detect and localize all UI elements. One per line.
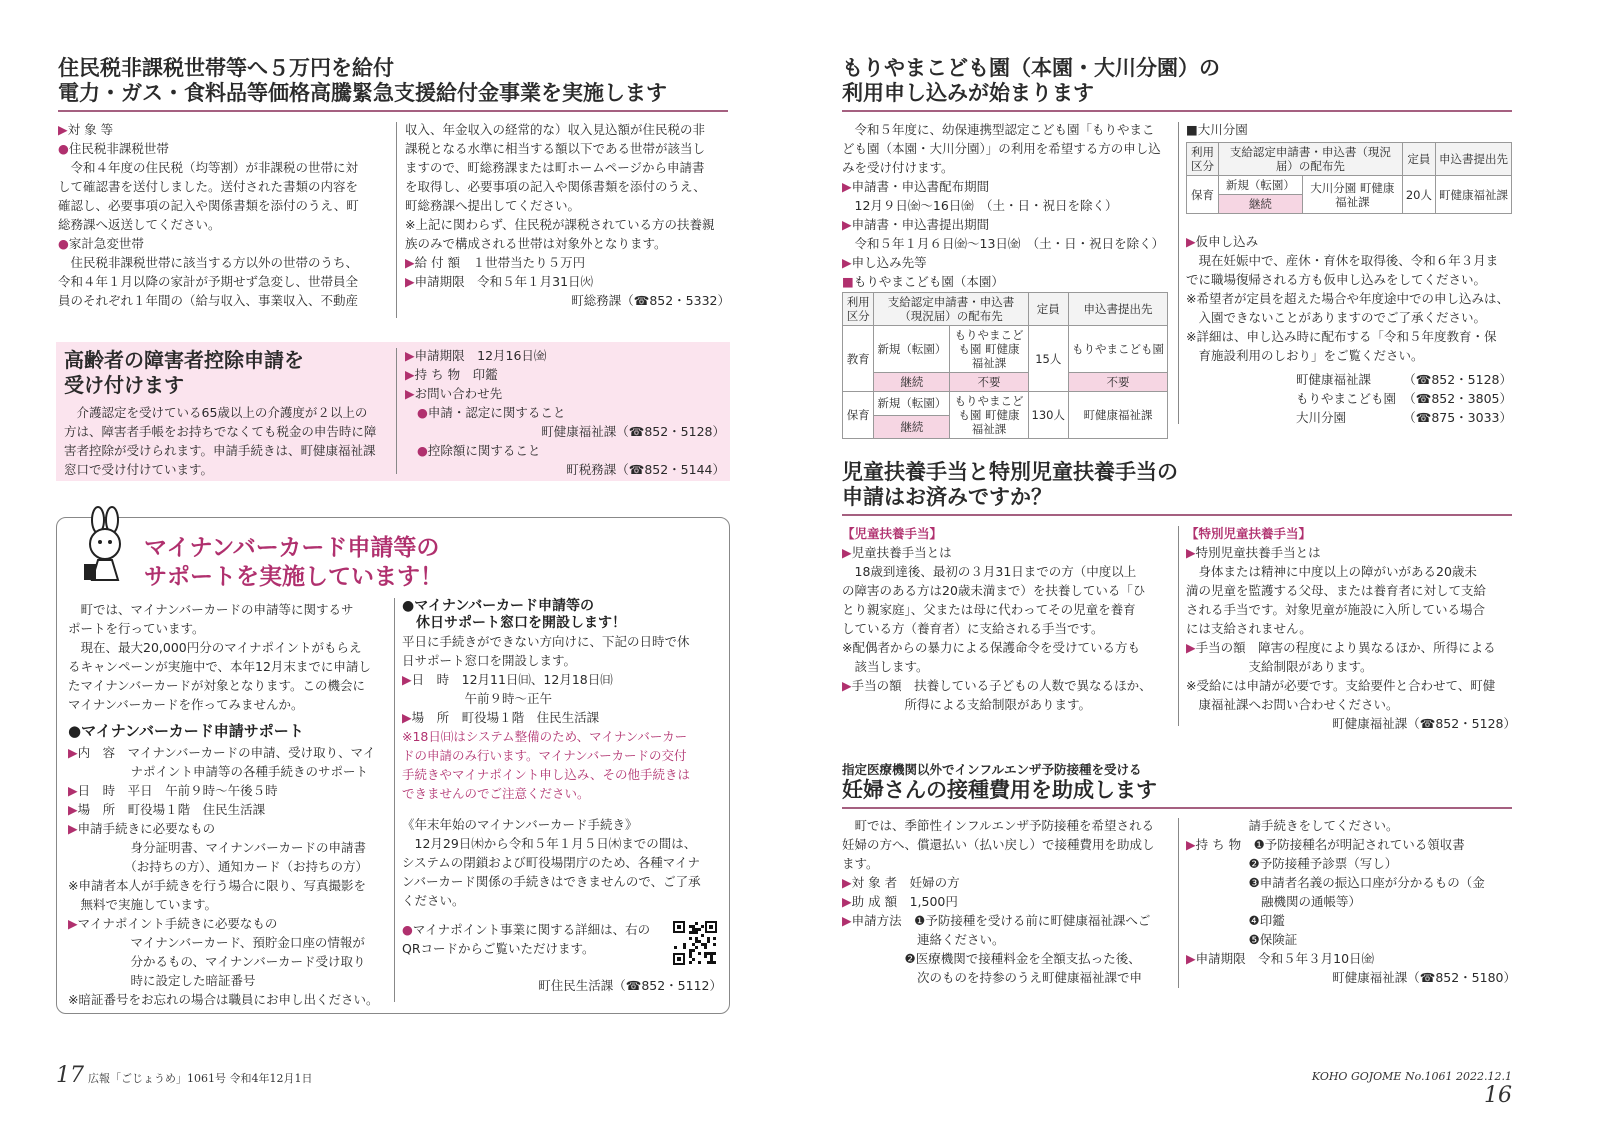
qr-code-icon (672, 920, 718, 966)
text-line: ますので、町総務課または町ホームページから申請書 (405, 160, 705, 175)
footer-right (1310, 1066, 1512, 1107)
column-divider (396, 348, 397, 474)
text-line: 確認し、必要事項の記入や関係書類を添付のうえ、町 (58, 198, 359, 213)
text-line: 住民税非課税世帯に該当する方以外の世帯のうち、 (58, 255, 359, 270)
text-line: QRコードからご覧いただけます。 (402, 941, 595, 956)
column-divider (1178, 818, 1179, 988)
text-line: ❹印鑑 (1186, 913, 1285, 928)
text-line: 支給制限があります。 (1186, 659, 1373, 674)
text-line: ▶手当の額 扶養している子どもの人数で異なるほか、 (842, 678, 1152, 693)
text-line: ▶申請期限 令和５年３月10日㈮ (1186, 951, 1375, 966)
text-line: ▶申請書・申込書提出期間 (842, 217, 990, 232)
text-line: には支給されません。 (1186, 621, 1312, 636)
text-line: 町税務課（☎852・5144） (566, 462, 725, 477)
text-line: 令和５年１月６日㈮～13日㈮ （土・日・祝日を除く） (842, 236, 1165, 251)
text-line: 所得による支給制限があります。 (842, 697, 1092, 712)
text-line: ます。 (842, 856, 879, 871)
text-line: 該当します。 (842, 659, 929, 674)
text-line: ▶対 象 者 妊婦の方 (842, 875, 960, 890)
text-line: ▶手当の額 障害の程度により異なるほか、所得による (1186, 640, 1496, 655)
text-line: の障害のある方は20歳未満まで）を扶養している「ひ (842, 583, 1146, 598)
text-line: 日サポート窓口を開設します。 (402, 653, 577, 668)
text-line: 員のそれぞれ１年間の（給与収入、事業収入、不動産 (58, 293, 359, 308)
text-line: でに職場復帰される方も仮申し込みをしてください。 (1186, 272, 1487, 287)
text-line: 分かるもの、マイナンバーカード受け取り (68, 954, 366, 969)
text-line: 町総務課（☎852・5332） (571, 293, 730, 308)
text-line: 妊婦の方へ、償還払い（払い戻し）で接種費用を助成し (842, 837, 1155, 852)
kodomoen-left-text (842, 120, 1177, 291)
subheading: ●マイナンバーカード申請サポート (68, 722, 304, 740)
text-line: ▶児童扶養手当とは (842, 545, 952, 560)
article-title-flu: 妊婦さんの接種費用を助成します (842, 778, 1512, 809)
text-line: マイナンバーカードを作ってみませんか。 (68, 697, 304, 712)
text-line: 育施設利用のしおり」をご覧ください。 (1186, 348, 1424, 363)
footer-right-text: KOHO GOJOME No.1061 2022.12.1 (1311, 1070, 1512, 1083)
text-line: 次のものを持参のうえ町健康福祉課で申 (842, 970, 1143, 985)
text-line: （お持ちの方）、通知カード（お持ちの方） (68, 859, 369, 874)
flu-left-text (842, 816, 1177, 987)
column-divider (396, 122, 397, 318)
text-line: ▶持 ち 物 印鑑 (405, 367, 498, 382)
text-line: 連絡ください。 (842, 932, 1005, 947)
text-line: ▶仮申し込み (1186, 234, 1259, 249)
text-line: 18歳到達後、最初の３月31日までの方（中度以上 (842, 564, 1137, 579)
text-line: 《年末年始のマイナンバーカード手続き》 (402, 817, 638, 832)
text-line: ■もりやまこども園（本園） (842, 274, 1004, 289)
text-line: 令和４年１月以降の家計が予期せず急変し、世帯員全 (58, 274, 359, 289)
article-title-child-allowance: 児童扶養手当と特別児童扶養手当の 申請はお済みですか？ (842, 460, 1512, 516)
text-line: している方（養育者）に支給される手当です。 (842, 621, 1104, 636)
child-allowance-right (1186, 524, 1516, 733)
child-allowance-left (842, 524, 1177, 714)
text-line: 12月９日㈮～16日㈮ （土・日・祝日を除く） (842, 198, 1118, 213)
page-number-left: 17 (56, 1063, 84, 1088)
contact-line: もりやまこども園 （☎852・3805） (1296, 391, 1512, 406)
text-line: 窓口で受け付けています。 (64, 462, 214, 477)
text-line: ❷予防接種予診票（写し） (1186, 856, 1398, 871)
text-line: ▶場 所 町役場１階 住民生活課 (68, 802, 266, 817)
contact-line: 町住民生活課（☎852・5112） (538, 978, 722, 993)
text-line: ナポイント申請等の各種手続きのサポート (68, 764, 369, 779)
text-line: 融機関の通帳等） (1186, 894, 1362, 909)
text-line: 令和５年度に、幼保連携型認定こども園「もりやまこ (842, 122, 1155, 137)
text-line: ども園（本園・大川分園）」の利用を希望する方の申し込 (842, 141, 1161, 156)
text-line: るキャンペーンが実施中で、本年12月末までに申請し (68, 659, 371, 674)
text-line: を取得し、必要事項の記入や関係書類を添付のうえ、 (405, 179, 706, 194)
text-line: ※希望者が定員を超えた場合や年度途中での申し込みは、 (1186, 291, 1509, 306)
kodomoen-contacts (1296, 370, 1512, 427)
text-line: 課税となる水準に相当する額以下である世帯が該当し (405, 141, 706, 156)
text-line: ▶申請方法 ❶予防接種を受ける前に町健康福祉課へご (842, 913, 1151, 928)
article-title-kodomoen: もりやまこども園（本園・大川分園）の 利用申し込みが始まります (842, 56, 1512, 112)
text-line: ドの申請のみ行います。マイナンバーカードの交付 (402, 748, 687, 763)
text-line: ▶日 時 12月11日㈰、12月18日㈰ (402, 672, 613, 687)
text-line: ▶場 所 町役場１階 住民生活課 (402, 710, 600, 725)
text-line: 現在妊娠中で、産休・育休を取得後、令和６年３月ま (1186, 253, 1499, 268)
mynumber-left-column (68, 600, 386, 1009)
text-line: 族のみで構成される世帯は対象外となります。 (405, 236, 667, 251)
text-line: 康福祉課へお問い合わせください。 (1186, 697, 1399, 712)
text-line: 請手続きをしてください。 (1186, 818, 1399, 833)
text-line: ※受給には申請が必要です。支給要件と合わせて、町健 (1186, 678, 1496, 693)
column-divider (1178, 526, 1179, 726)
contact-line: 町健康福祉課 （☎852・5128） (1296, 372, 1512, 387)
footer-left (56, 1063, 313, 1088)
text-line: ●申請・認定に関すること (417, 405, 566, 420)
text-line: とり親家庭」、父または母に代わってその児童を養育 (842, 602, 1136, 617)
text-line: ●住民税非課税世帯 (58, 141, 169, 156)
text-line: ▶申請手続きに必要なもの (68, 821, 216, 836)
flu-pretitle: 指定医療機関以外でインフルエンザ予防接種を受ける (842, 762, 1142, 777)
text-line: 入園できないことがありますのでご了承ください。 (1186, 310, 1487, 325)
text-line: ❺保険証 (1186, 932, 1298, 947)
column-divider (1178, 122, 1179, 424)
text-line: ポートを行っています。 (68, 621, 205, 636)
text-line: 町総務課へ提出してください。 (405, 198, 581, 213)
subheading: 【特別児童扶養手当】 (1186, 526, 1312, 541)
text-line: ❸申請者名義の振込口座が分かるもの（金 (1186, 875, 1485, 890)
rabbit-mascot-icon (78, 506, 134, 586)
article-title-deduction: 高齢者の障害者控除申請を 受け付けます (64, 348, 304, 397)
text-line: 平日に手続きができない方向けに、下記の日時で休 (402, 634, 690, 649)
text-line: ※詳細は、申し込み時に配布する「令和５年度教育・保 (1186, 329, 1497, 344)
text-line: ▶給 付 額 １世帯当たり５万円 (405, 255, 586, 270)
text-line: 総務課へ返送してください。 (58, 217, 221, 232)
text-line: 午前９時～正午 (402, 691, 553, 706)
text-line: システムの閉鎖および町役場閉庁のため、各種マイナ (402, 855, 701, 870)
text-line: たマイナンバーカードが対象となります。この機会に (68, 678, 366, 693)
text-line: 町健康福祉課（☎852・5128） (541, 424, 725, 439)
text-line: ●控除額に関すること (417, 443, 541, 458)
subheading: 休日サポート窓口を開設します！ (416, 615, 626, 631)
text-line: ●家計急変世帯 (58, 236, 144, 251)
benefit-left-column (58, 120, 388, 310)
text-line: される手当です。対象児童が施設に入所している場合 (1186, 602, 1486, 617)
text-line: 町では、季節性インフルエンザ予防接種を希望される (842, 818, 1155, 833)
text-line: 現在、最大20,000円分のマイナポイントがもらえ (68, 640, 362, 655)
text-line: 身体または精神に中度以上の障がいがある20歳未 (1186, 564, 1477, 579)
okawa-heading: ■大川分園 (1186, 122, 1248, 137)
text-line: 方は、障害者手帳をお持ちでなくても税金の申告時に障 (64, 424, 377, 439)
text-line: 収入、年金収入の経常的な）収入見込額が住民税の非 (405, 122, 706, 137)
text-line: ▶持 ち 物 ❶予防接種名が明記されている領収書 (1186, 837, 1465, 852)
text-line: みを受け付けます。 (842, 160, 954, 175)
subheading: 【児童扶養手当】 (842, 526, 943, 541)
text-line: ▶特別児童扶養手当とは (1186, 545, 1321, 560)
text-line: 害者控除が受けられます。申請手続きは、町健康福祉課 (64, 443, 376, 458)
benefit-right-column (405, 120, 730, 310)
kodomoen-okawa-table: 利用区分 支給認定申請書・申込書（現況届）の配布先 定員 申込書提出先 保育 新規（転園） 大川分園 町健康福祉課 20人 町健康福祉課 継続 (1186, 142, 1512, 214)
text-line: ▶対 象 等 (58, 122, 114, 137)
footer-left-text: 広報「ごじょうめ」1061号 令和4年12月1日 (87, 1072, 313, 1085)
text-line: ※18日㈰はシステム整備のため、マイナンバーカー (402, 729, 688, 744)
text-line: 手続きやマイナポイント申し込み、その他手続きは (402, 767, 691, 782)
text-line: 町では、マイナンバーカードの申請等に関するサ (68, 602, 354, 617)
text-line: ▶申請書・申込書配布期間 (842, 179, 990, 194)
contact-line: 町健康福祉課（☎852・5180） (1332, 970, 1516, 985)
text-line: ▶申し込み先等 (842, 255, 927, 270)
text-line: 介護認定を受けている65歳以上の介護度が２以上の (64, 405, 368, 420)
deduction-right-text (405, 346, 725, 479)
kodomoen-main-table: 利用区分 支給認定申請書・申込書（現況届）の配布先 定員 申込書提出先 教育 新規（転園） もりやまこども園 町健康福祉課 15人 もりやまこども園 継続 不要 不要 保育 新規（転園） もりやまこども園 町健康福祉課 130人 町健康福祉課 継続 (842, 292, 1168, 439)
text-line: 身分証明書、マイナンバーカードの申請書 (68, 840, 367, 855)
column-divider (394, 598, 395, 1002)
text-line: ※暗証番号をお忘れの場合は職員にお申し出ください。 (68, 992, 379, 1007)
text-line: 無料で実施しています。 (68, 897, 218, 912)
flu-right-text (1186, 816, 1516, 987)
text-line: ください。 (402, 893, 465, 908)
text-line: 時に設定した暗証番号 (68, 973, 256, 988)
text-line: して確認書を送付しました。送付された書類の内容を (58, 179, 359, 194)
contact-line: 大川分園 （☎875・3033） (1296, 410, 1512, 425)
text-line: ▶助 成 額 1,500円 (842, 894, 958, 909)
text-line: できませんのでご注意ください。 (402, 786, 590, 801)
text-line: ※申請者本人が手続きを行う場合に限り、写真撮影を (68, 878, 366, 893)
page-number-right: 16 (1484, 1083, 1512, 1108)
text-line: ▶日 時 平日 午前９時～午後５時 (68, 783, 278, 798)
text-line: マイナンバーカード、預貯金口座の情報が (68, 935, 365, 950)
subheading: ●マイナンバーカード申請等の (402, 598, 594, 614)
kodomoen-right-text (1186, 232, 1516, 365)
text-line: ▶内 容 マイナンバーカードの申請、受け取り、マイ (68, 745, 376, 760)
text-line: ❷医療機関で接種料金を全額支払った後、 (842, 951, 1141, 966)
article-title-benefit: 住民税非課税世帯等へ５万円を給付 電力・ガス・食料品等価格高騰緊急支援給付金事業を実施します (58, 56, 728, 112)
text-line: ▶申請期限 12月16日㈮ (405, 348, 547, 363)
text-line: ▶お問い合わせ先 (405, 386, 503, 401)
text-line: ※配偶者からの暴力による保護命令を受けている方も (842, 640, 1140, 655)
text-line: 令和４年度の住民税（均等割）が非課税の世帯に対 (58, 160, 359, 175)
mynumber-title: マイナンバーカード申請等の サポートを実施しています！ (144, 535, 443, 590)
text-line: 12月29日㈭から令和５年１月５日㈭までの間は、 (402, 836, 697, 851)
text-line: ●マイナポイント事業に関する詳細は、右の (402, 922, 651, 937)
text-line: ▶申請期限 令和５年１月31日㈫ (405, 274, 594, 289)
deduction-left-text (64, 403, 394, 479)
text-line: ▶マイナポイント手続きに必要なもの (68, 916, 278, 931)
text-line: ※上記に関わらず、住民税が課税されている方の扶養親 (405, 217, 715, 232)
text-line: 満の児童を監護する父母、または養育者に対して支給 (1186, 583, 1487, 598)
text-line: ンバーカード関係の手続きはできませんので、ご了承 (402, 874, 701, 889)
contact-line: 町健康福祉課（☎852・5128） (1332, 716, 1516, 731)
